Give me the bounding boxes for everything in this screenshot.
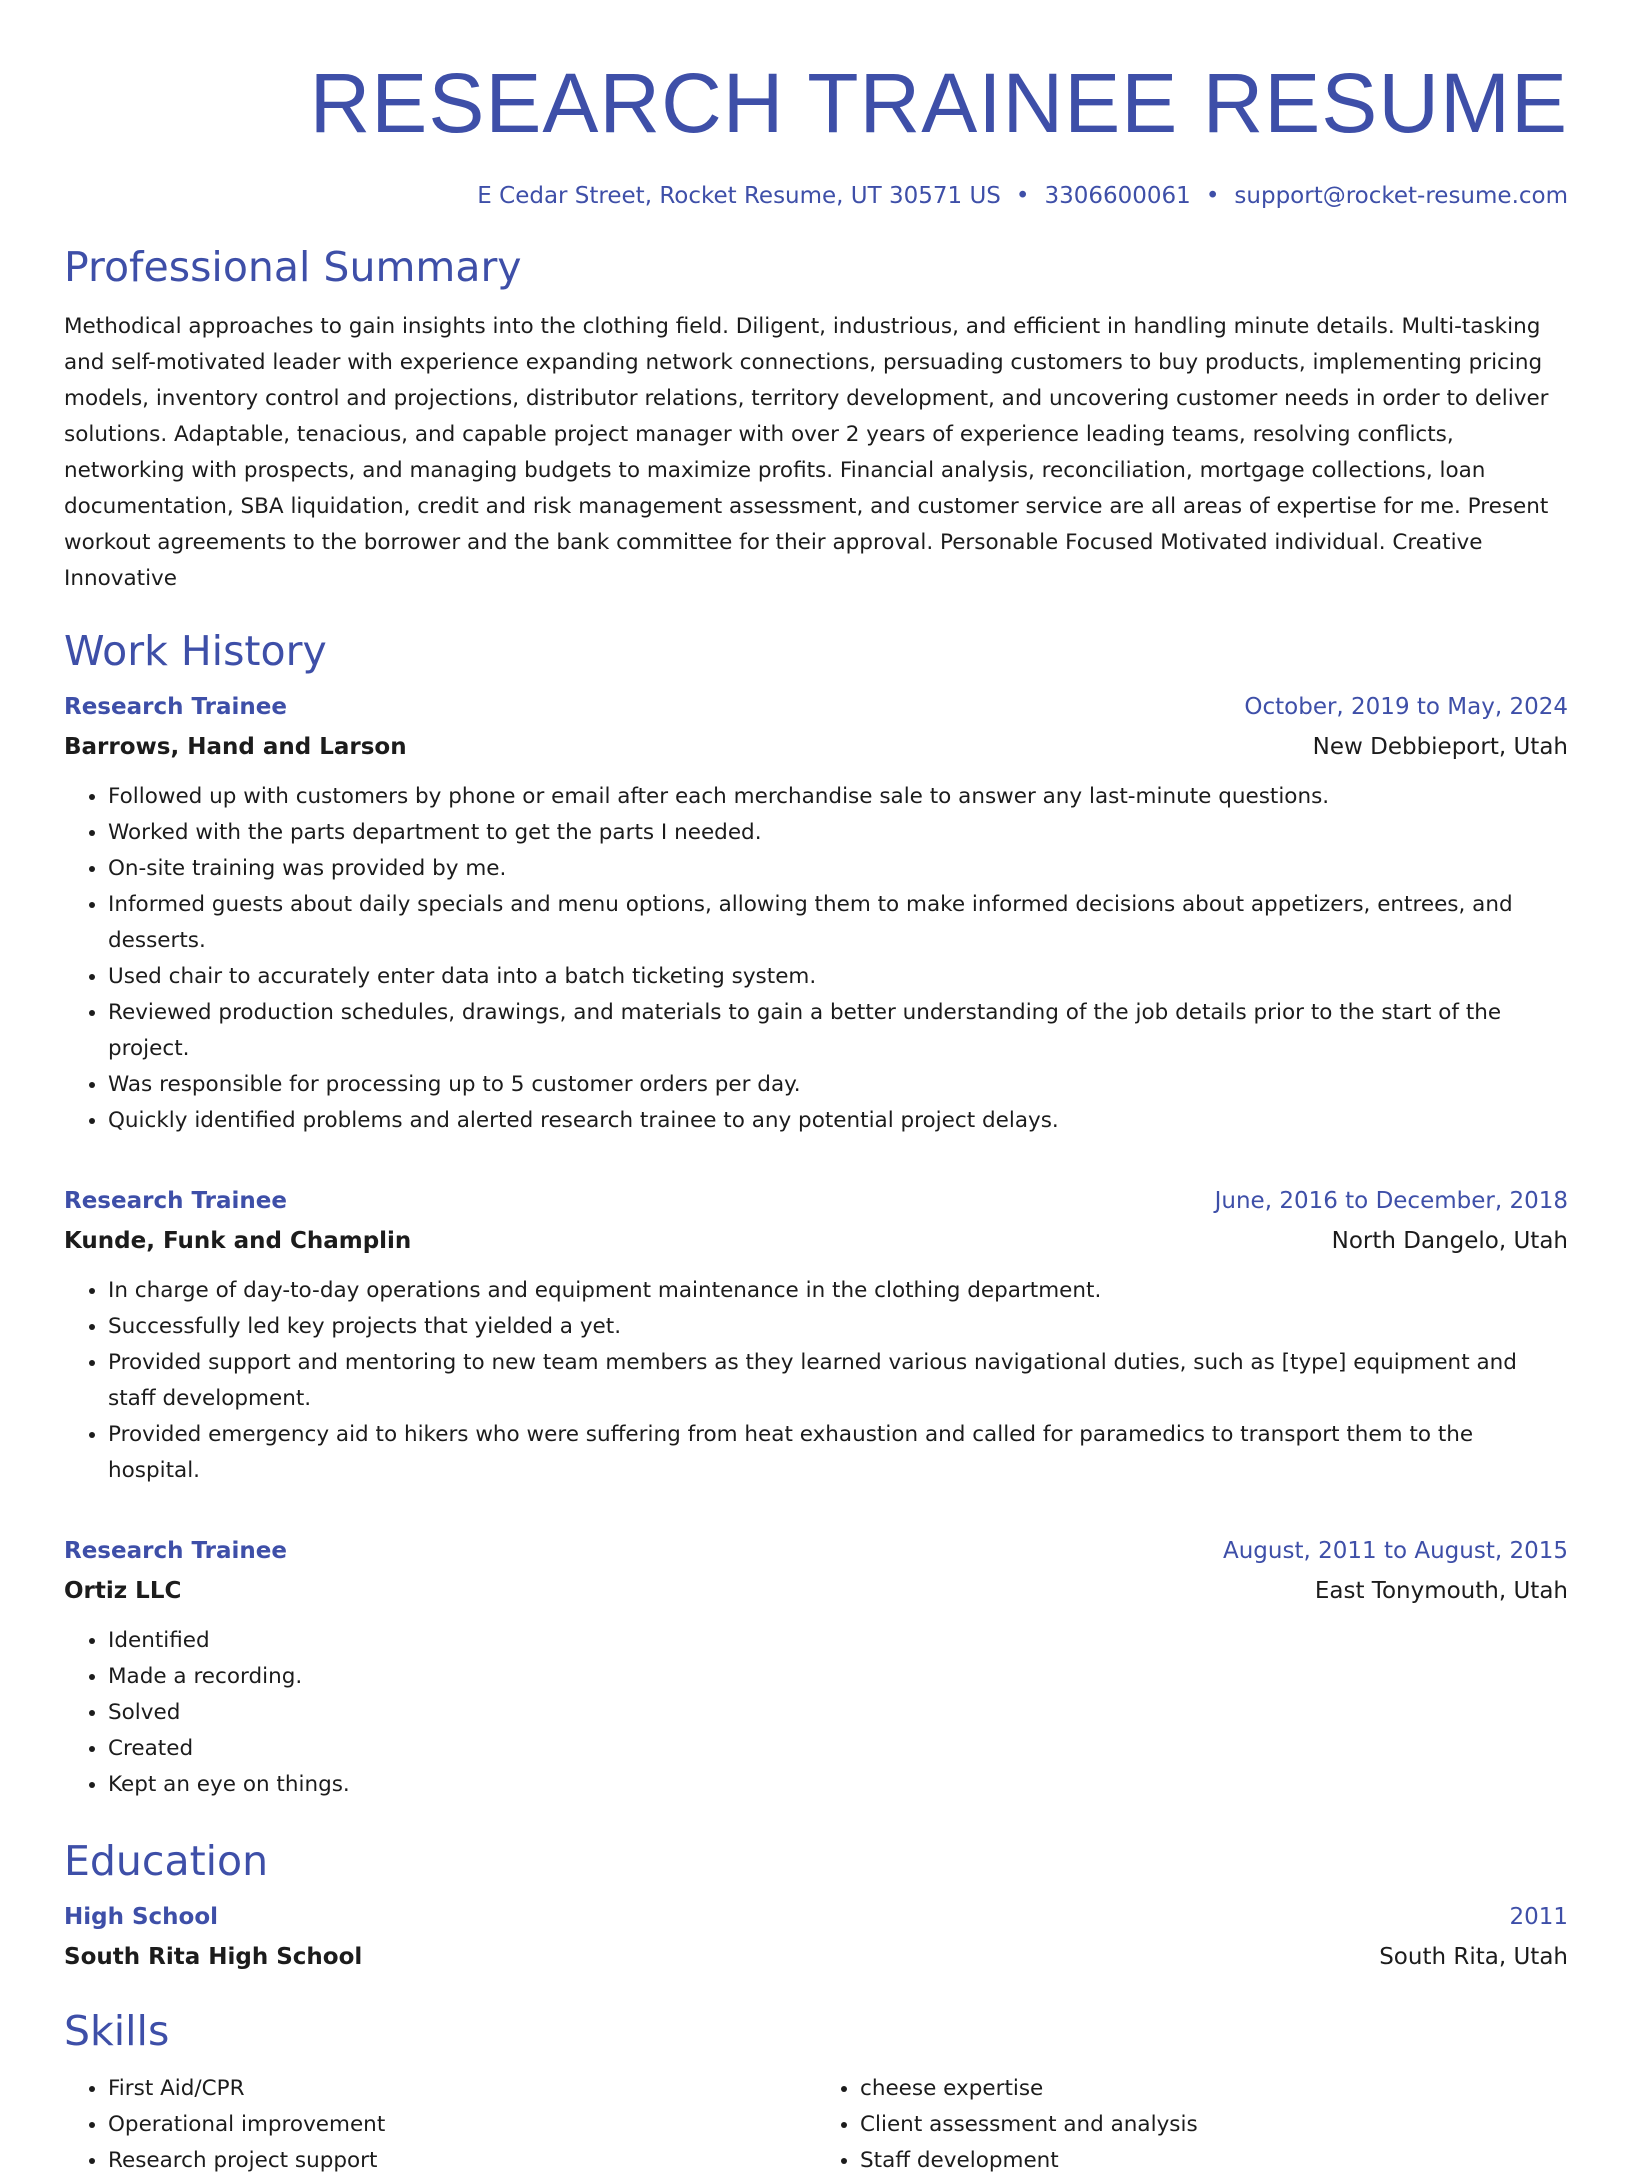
job-entry — [64, 1185, 1568, 1489]
job-title: Research Trainee — [64, 1538, 287, 1564]
skills-list-right — [816, 2071, 1568, 2179]
job-location: East Tonymouth, Utah — [1314, 1578, 1568, 1604]
education-location: South Rita, Utah — [1379, 1944, 1568, 1970]
job-company: Kunde, Funk and Champlin — [64, 1228, 412, 1254]
job-location: New Debbieport, Utah — [1312, 734, 1568, 760]
job-bullet: • Successfully led key projects that yielded a yet. — [108, 1309, 1568, 1345]
education-entry — [64, 1901, 1568, 1973]
job-bullet: • Created — [108, 1731, 1568, 1767]
job-bullet: • Kept an eye on things. — [108, 1767, 1568, 1803]
job-company-row — [64, 731, 1568, 763]
contact-separator: • — [1015, 183, 1030, 209]
education-school-row — [64, 1941, 1568, 1973]
job-bullet: • Used chair to accurately enter data into a batch ticketing system. — [108, 959, 1568, 995]
contact-email: support@rocket-resume.com — [1234, 183, 1568, 209]
job-dates: August, 2011 to August, 2015 — [1223, 1538, 1568, 1564]
job-location: North Dangelo, Utah — [1331, 1228, 1568, 1254]
job-company: Ortiz LLC — [64, 1578, 182, 1604]
skill-item: • cheese expertise — [860, 2071, 1568, 2107]
job-bullet: • Reviewed production schedules, drawings, and materials to gain a better understanding of the job details prior to the start of the project. — [108, 995, 1568, 1067]
job-header-row — [64, 1535, 1568, 1567]
skills-heading: Skills — [64, 2007, 170, 2055]
job-entry — [64, 691, 1568, 1139]
education-school: South Rita High School — [64, 1944, 363, 1970]
skill-item: • Client assessment and analysis — [860, 2107, 1568, 2143]
contact-line — [64, 181, 1568, 211]
contact-phone: 3306600061 — [1044, 183, 1191, 209]
job-bullet: • Followed up with customers by phone or email after each merchandise sale to answer any last-minute questions. — [108, 779, 1568, 815]
job-bullet: • Quickly identified problems and alerted research trainee to any potential project delays. — [108, 1103, 1568, 1139]
job-header-row — [64, 691, 1568, 723]
skills-list-left — [64, 2071, 816, 2179]
job-bullet: • Was responsible for processing up to 5 customer orders per day. — [108, 1067, 1568, 1103]
contact-address: E Cedar Street, Rocket Resume, UT 30571 US — [477, 183, 1001, 209]
skills-grid — [64, 2071, 1568, 2179]
job-bullet: • Provided support and mentoring to new team members as they learned various navigational duties, such as [type] equipment and staff development. — [108, 1345, 1568, 1417]
contact-separator: • — [1205, 183, 1220, 209]
education-heading: Education — [64, 1837, 269, 1885]
job-bullet: • Informed guests about daily specials and menu options, allowing them to make informed decisions about appetizers, entrees, and desserts. — [108, 887, 1568, 959]
job-bullet: • Identified — [108, 1623, 1568, 1659]
job-company-row — [64, 1575, 1568, 1607]
education-header-row — [64, 1901, 1568, 1933]
job-header-row — [64, 1185, 1568, 1217]
skill-item: • Operational improvement — [108, 2107, 816, 2143]
job-bullet: • Solved — [108, 1695, 1568, 1731]
education-year: 2011 — [1509, 1904, 1568, 1930]
resume-name: RESEARCH TRAINEE RESUME — [309, 56, 1568, 150]
job-bullets — [64, 1273, 1568, 1489]
job-bullets — [64, 1623, 1568, 1803]
job-bullet: • Worked with the parts department to get the parts I needed. — [108, 815, 1568, 851]
job-bullet: • Made a recording. — [108, 1659, 1568, 1695]
job-bullet: • On-site training was provided by me. — [108, 851, 1568, 887]
summary-text: Methodical approaches to gain insights into the clothing field. Diligent, industrious, and efficient in handling minute details. Multi-tasking and self-motivated leader with experience expanding network connections, persuading customers to buy products, implementing pricing models, inventory control and projections, distributor relations, territory development, and uncovering customer needs in order to deliver solutions. Adaptable, tenacious, and capable project manager with over 2 years of experience leading teams, resolving conflicts, networking with prospects, and managing budgets to maximize profits. Financial analysis, reconciliation, mortgage collections, loan documentation, SBA liquidation, credit and risk management assessment, and customer service are all areas of expertise for me. Present workout agreements to the borrower and the bank committee for their approval. Personable Focused Motivated individual. Creative Innovative — [64, 314, 1549, 591]
job-bullet: • Provided emergency aid to hikers who were suffering from heat exhaustion and called for paramedics to transport them to the hospital. — [108, 1417, 1568, 1489]
summary-heading: Professional Summary — [64, 243, 522, 291]
skill-item: • Staff development — [860, 2143, 1568, 2179]
job-dates: June, 2016 to December, 2018 — [1214, 1188, 1568, 1214]
job-dates: October, 2019 to May, 2024 — [1244, 694, 1568, 720]
resume-header — [64, 55, 1568, 211]
job-bullets — [64, 779, 1568, 1139]
education-degree: High School — [64, 1904, 219, 1930]
skill-item: • Research project support — [108, 2143, 816, 2179]
job-company: Barrows, Hand and Larson — [64, 734, 407, 760]
job-entry — [64, 1535, 1568, 1803]
job-title: Research Trainee — [64, 694, 287, 720]
job-bullet: • In charge of day-to-day operations and equipment maintenance in the clothing department. — [108, 1273, 1568, 1309]
skill-item: • First Aid/CPR — [108, 2071, 816, 2107]
job-title: Research Trainee — [64, 1188, 287, 1214]
work-history-heading: Work History — [64, 627, 327, 675]
job-company-row — [64, 1225, 1568, 1257]
